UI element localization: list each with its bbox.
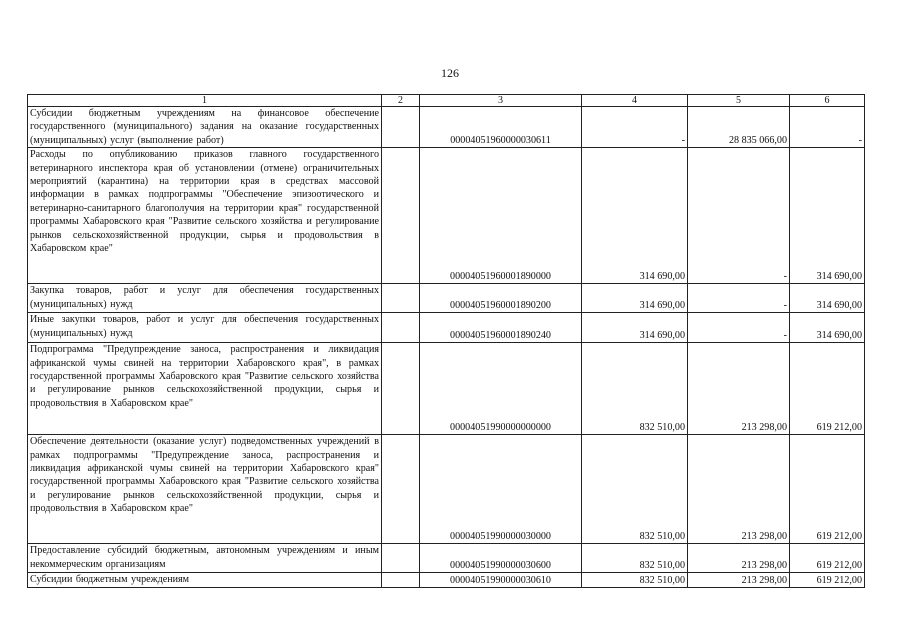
- row-col5: 213 298,00: [688, 435, 790, 544]
- row-col5: -: [688, 148, 790, 284]
- table-row: [28, 544, 865, 573]
- table-row: [28, 148, 865, 284]
- row-col5: 28 835 066,00: [688, 107, 790, 148]
- column-header: 1: [28, 95, 382, 107]
- row-col4: 832 510,00: [582, 435, 688, 544]
- row-col6: 619 212,00: [790, 544, 865, 573]
- column-header: 3: [420, 95, 582, 107]
- row-code: 00004051960000030611: [420, 107, 582, 148]
- row-col4: 314 690,00: [582, 284, 688, 313]
- row-col4: 832 510,00: [582, 343, 688, 435]
- table-row: [28, 573, 865, 588]
- row-col5: 213 298,00: [688, 343, 790, 435]
- row-col4: 314 690,00: [582, 148, 688, 284]
- table-row: [28, 343, 865, 435]
- row-col5: 213 298,00: [688, 544, 790, 573]
- row-description: Субсидии бюджетным учреждениям: [28, 573, 382, 588]
- row-col4: 832 510,00: [582, 573, 688, 588]
- row-code: 00004051990000030000: [420, 435, 582, 544]
- row-description: Субсидии бюджетным учреждениям на финансовое обеспечение государственного (муниципального) задания на оказание государственных (муниципальных) услуг (выполнение работ): [28, 107, 382, 148]
- row-col6: 619 212,00: [790, 343, 865, 435]
- table-row: [28, 284, 865, 313]
- row-col5: 213 298,00: [688, 573, 790, 588]
- table-header-row: [28, 95, 865, 107]
- row-col6: 314 690,00: [790, 313, 865, 343]
- budget-table: [27, 94, 865, 588]
- row-col6: 619 212,00: [790, 573, 865, 588]
- row-col2: [382, 573, 420, 588]
- row-col4: 832 510,00: [582, 544, 688, 573]
- row-description: Расходы по опубликованию приказов главного государственного ветеринарного инспектора края об установлении (отмене) ограничительных мероприятий (карантина) на территории края в средствах массовой информации в рамках подпрограммы "Обеспечение эпизоотического и ветеринарно-санитарного благополучия на территории края" государственной программы Хабаровского края "Развитие сельского хозяйства и регулирование рынков сельскохозяйственной продукции, сырья и продовольствия в Хабаровском крае": [28, 148, 382, 284]
- row-description: Иные закупки товаров, работ и услуг для обеспечения государственных (муниципальных) нужд: [28, 313, 382, 343]
- row-col4: -: [582, 107, 688, 148]
- row-col2: [382, 544, 420, 573]
- row-col2: [382, 107, 420, 148]
- row-code: 00004051960001890240: [420, 313, 582, 343]
- column-header: 2: [382, 95, 420, 107]
- row-col2: [382, 148, 420, 284]
- row-col2: [382, 435, 420, 544]
- column-header: 5: [688, 95, 790, 107]
- table-row: [28, 107, 865, 148]
- row-col6: 619 212,00: [790, 435, 865, 544]
- row-description: Обеспечение деятельности (оказание услуг) подведомственных учреждений в рамках подпрограммы "Предупреждение заноса, распространения и ликвидация африканской чумы свиней на территории Хабаровского края" государственной программы Хабаровского края "Развитие сельского хозяйства и регулирование рынков сельскохозяйственной продукции, сырья и продовольствия в Хабаровском крае": [28, 435, 382, 544]
- row-code: 00004051990000030600: [420, 544, 582, 573]
- row-col2: [382, 284, 420, 313]
- row-code: 00004051990000030610: [420, 573, 582, 588]
- table-row: [28, 313, 865, 343]
- row-description: Закупка товаров, работ и услуг для обеспечения государственных (муниципальных) нужд: [28, 284, 382, 313]
- row-col6: -: [790, 107, 865, 148]
- column-header: 6: [790, 95, 865, 107]
- page-number: 126: [441, 66, 459, 80]
- column-header: 4: [582, 95, 688, 107]
- row-code: 00004051960001890200: [420, 284, 582, 313]
- row-col2: [382, 343, 420, 435]
- row-col5: -: [688, 284, 790, 313]
- row-col2: [382, 313, 420, 343]
- row-col6: 314 690,00: [790, 148, 865, 284]
- row-col6: 314 690,00: [790, 284, 865, 313]
- table-row: [28, 435, 865, 544]
- row-code: 00004051990000000000: [420, 343, 582, 435]
- row-description: Подпрограмма "Предупреждение заноса, распространения и ликвидация африканской чумы свиней на территории Хабаровского края", в рамках государственной программы Хабаровского края "Развитие сельского хозяйства и регулирование рынков сельскохозяйственной продукции, сырья и продовольствия в Хабаровском крае": [28, 343, 382, 435]
- row-code: 00004051960001890000: [420, 148, 582, 284]
- row-col4: 314 690,00: [582, 313, 688, 343]
- row-description: Предоставление субсидий бюджетным, автономным учреждениям и иным некоммерческим организациям: [28, 544, 382, 573]
- row-col5: -: [688, 313, 790, 343]
